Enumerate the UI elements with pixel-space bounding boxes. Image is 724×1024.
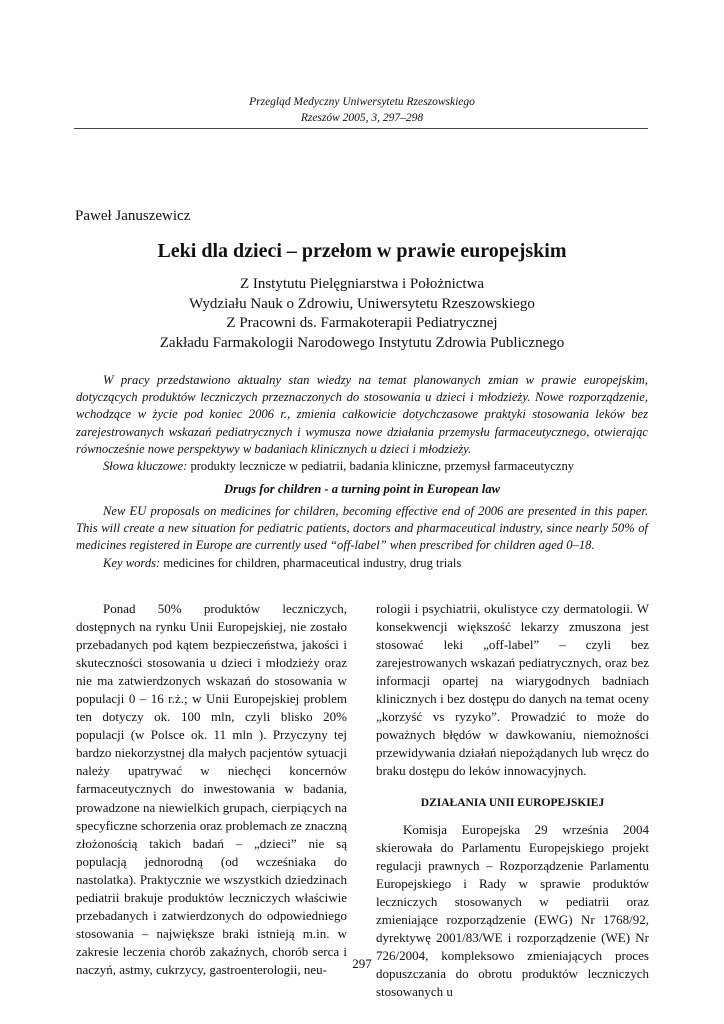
keywords-en-label: Key words: bbox=[103, 555, 161, 570]
page-number: 297 bbox=[352, 956, 372, 971]
abstract-polish bbox=[76, 372, 648, 475]
section-heading: DZIAŁANIA UNII EUROPEJSKIEJ bbox=[420, 797, 605, 810]
affiliations bbox=[0, 275, 724, 353]
journal-header bbox=[0, 94, 724, 126]
journal-name: Przegląd Medyczny Uniwersytetu Rzeszowskiego bbox=[249, 96, 475, 108]
header-rule bbox=[74, 128, 648, 129]
affiliation-line: Z Instytutu Pielęgniarstwa i Położnictwa bbox=[239, 276, 485, 292]
affiliation-line: Wydziału Nauk o Zdrowiu, Uniwersytetu Rzeszowskiego bbox=[189, 295, 535, 312]
affiliation-line: Z Pracowni ds. Farmakoterapii Pediatrycznej bbox=[226, 315, 498, 331]
body-paragraph: rologii i psychiatrii, okulistyce czy dermatologii. W konsekwencji większość lekarzy zmuszona jest stosować leki „off-label” – czyli bez zarejestrowanych wskazań pediatrycznych, oraz bez informacji opartej na wiarygodnych badniach klinicznych i bez dostępu do danych na temat oceny „korzyść vs ryzyko”. Prowadzić to może do poważnych błędów w dawkowaniu, niemożności przewidywania działań niepożądanych lub wręcz do braku dostępu do leków innowacyjnych. bbox=[376, 601, 649, 779]
body-paragraph: Ponad 50% produktów leczniczych, dostępnych na rynku Unii Europejskiej, nie zostało przebadanych pod kątem bezpieczeństwa, jakości i skuteczności stosowania u dzieci i młodzieży oraz nie ma zatwierdzonych wskazań do stosowania w populacji 0 – 16 r.ż.; w Unii Europejskiej problem ten dotyczy ok. 100 mln, czyli blisko 20% populacji (w Polsce ok. 11 mln ). Przyczyny tej bardzo niekorzystnej dla małych pacjentów sytuacji należy upatrywać w niechęci koncernów farmaceutycznych do inwestowania w badania, prowadzone na niewielkich grupach, cierpiących na specyficzne schorzenia oraz problemach ze znaczną złożonością takich badań – „dzieci” nie są populacją jednorodną (od wcześniaka do nastolatka). Praktycznie we wszystkich dziedzinach pediatrii brakuje produktów leczniczych właściwie przebadanych i zatwierdzonych do odpowiedniego stosowania – największe braki istnieją m.in. w zakresie leczenia chorób zakaźnych, chorób serca i naczyń, astmy, cukrzycy, gastroenterologii, neu- bbox=[76, 601, 347, 977]
journal-citation: Rzeszów 2005, 3, 297–298 bbox=[300, 112, 424, 124]
english-title: Drugs for children - a turning point in European law bbox=[223, 482, 501, 496]
body-column-left bbox=[76, 600, 347, 979]
abstract-en-text: New EU proposals on medicines for children, becoming effective end of 2006 are presented in this paper. This will create a new situation for pediatric patients, doctors and pharmaceutical industry, since nearly 50% of medicines registered in Europe are currently used “off-label” when prescribed for children aged 0–18. bbox=[76, 504, 648, 553]
body-column-right bbox=[376, 600, 649, 1001]
keywords-pl bbox=[76, 458, 648, 475]
body-paragraph: Komisja Europejska 29 września 2004 skierowała do Parlamentu Europejskiego projekt regulacji prawnych – Rozporządzenie Parlamentu Europejskiego i Rady w sprawie produktów leczniczych stosowanych w pediatrii oraz zmieniające rozporządzenie (EWG) Nr 1768/92, dyrektywę 2001/83/WE i rozporządzenie (WE) Nr 726/2004, kompleksowo zmieniających proces dopuszczania do obrotu produktów leczniczych stosowanych u bbox=[376, 821, 649, 999]
author-name: Paweł Januszewicz bbox=[75, 208, 191, 224]
article-title: Leki dla dzieci – przełom w prawie europejskim bbox=[157, 240, 567, 262]
affiliation-line: Zakładu Farmakologii Narodowego Instytutu Zdrowia Publicznego bbox=[159, 334, 565, 351]
keywords-pl-values: produkty lecznicze w pediatrii, badania kliniczne, przemysł farmaceutyczny bbox=[187, 459, 575, 474]
keywords-pl-label: Słowa kluczowe: bbox=[103, 459, 188, 474]
keywords-en-values: medicines for children, pharmaceutical industry, drug trials bbox=[160, 555, 462, 570]
abstract-english bbox=[76, 503, 648, 572]
abstract-pl-text: W pracy przedstawiono aktualny stan wiedzy na temat planowanych zmian w prawie europejskim, dotyczących produktów leczniczych przeznaczonych do stosowania u dzieci i młodzieży. Nowe rozporządzenie, wchodzące w życie pod koniec 2006 r., zmienia całkowicie dotychczasowe praktyki stosowania leków bez zarejestrowanych wskazań pediatrycznych i wymusza nowe działania przemysłu farmaceutycznego, otwierając równocześnie nowe perspektywy w badaniach klinicznych u dzieci i młodzieży. bbox=[76, 373, 648, 456]
keywords-en bbox=[76, 555, 648, 572]
